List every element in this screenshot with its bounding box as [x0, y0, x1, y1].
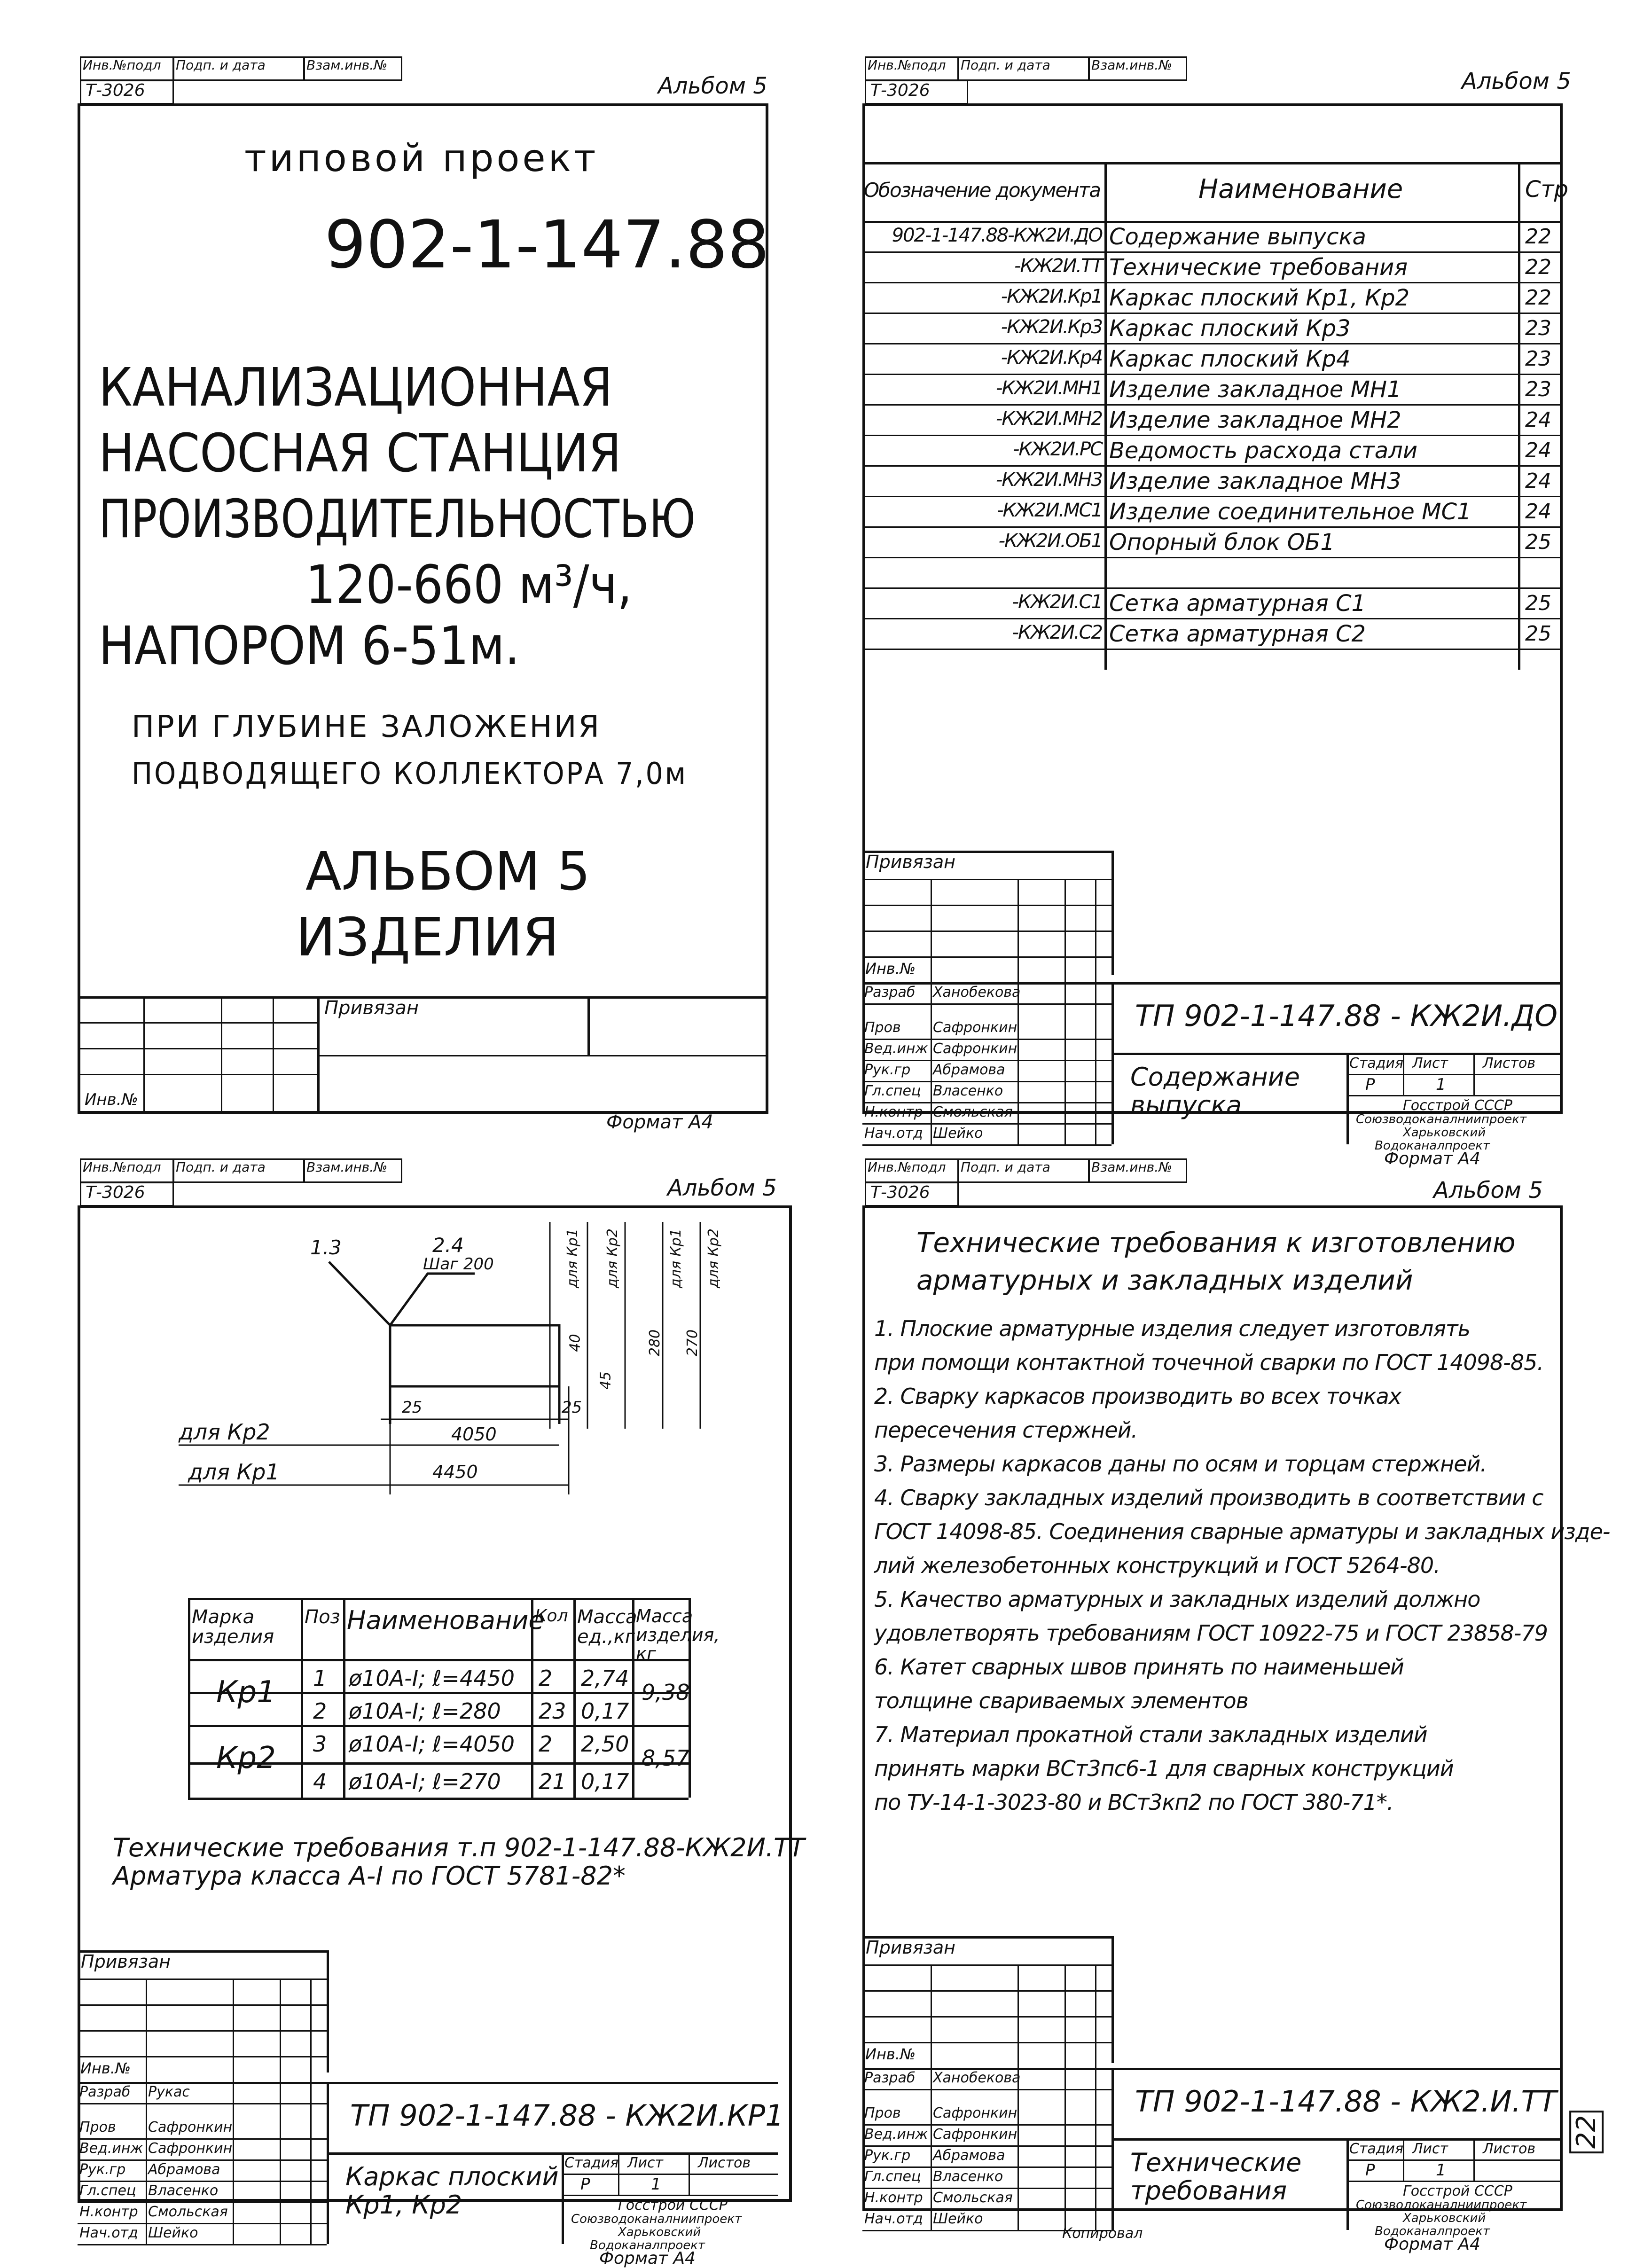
sheet-label: Лист: [1412, 1055, 1448, 1071]
stamp-line: [862, 2124, 1111, 2126]
privyazan-label: Привязан: [324, 997, 419, 1019]
org-name: Союзводоканалниипроект: [1356, 1112, 1527, 1126]
org-name: Харьковский: [618, 2225, 701, 2239]
signer-name: Шейко: [148, 2225, 198, 2241]
note-2: Арматура класса А-I по ГОСТ 5781-82*: [113, 1861, 626, 1891]
stamp-line: [862, 2042, 1111, 2043]
table-line: [188, 1598, 190, 1798]
privyazan-label: Привязан: [866, 852, 955, 872]
stage-value: Р: [580, 2175, 590, 2194]
signer-role: Разраб: [864, 984, 916, 1001]
org-name: Водоканалпроект: [590, 2238, 705, 2252]
row-page: 25: [1525, 530, 1551, 554]
stamp-line: [78, 2223, 327, 2224]
frame-outline: [390, 1325, 559, 1386]
org-name: Харьковский: [1403, 1126, 1486, 1140]
signer-name: Смольская: [933, 2190, 1013, 2206]
row-name: Каркас плоский Кр1, Кр2: [1109, 285, 1410, 311]
signer-name: Шейко: [933, 1125, 983, 1142]
stamp-line: [310, 1979, 312, 2244]
signer-role: Гл.спец: [79, 2182, 136, 2199]
dim-label: 25: [402, 1398, 423, 1417]
kopiroval-label: Копировал: [1062, 2225, 1143, 2242]
requirement-line: удовлетворять требованиям ГОСТ 10922-75 и ГОСТ 23858-79: [874, 1620, 1548, 1646]
mass-cell: 0,17: [581, 1769, 629, 1794]
stamp-line: [689, 2152, 690, 2195]
stamp-line: [78, 2181, 327, 2182]
format-label: Формат А4: [606, 1111, 713, 1133]
row-code: -КЖ2И.Кр3: [1001, 316, 1102, 338]
table-header: Кол: [535, 1606, 568, 1626]
table-header: Марка изделия: [192, 1606, 274, 1648]
cover-number: 902-1-147.88: [324, 207, 770, 283]
dim-label: 4050: [451, 1424, 497, 1445]
requirement-line: толщине свариваемых элементов: [874, 1688, 1248, 1713]
table-header: Поз: [305, 1606, 340, 1628]
stamp-line: [78, 2004, 327, 2006]
stamp-line: [562, 2174, 778, 2175]
row-code: -КЖ2И.МН3: [995, 469, 1102, 491]
album-label: Альбом 5: [658, 73, 767, 99]
signer-name: Абрамова: [933, 2147, 1005, 2164]
stage-value: Р: [1365, 2161, 1375, 2180]
cover-sub-1: ПРИ ГЛУБИНЕ ЗАЛОЖЕНИЯ: [132, 710, 601, 744]
row-name: Опорный блок ОБ1: [1109, 529, 1335, 555]
sheets-label: Листов: [1483, 2141, 1536, 2157]
signer-role: Нач.отд: [79, 2225, 138, 2241]
requirement-line: 3. Размеры каркасов даны по осям и торцам стержней.: [874, 1451, 1487, 1477]
signer-name: Смольская: [933, 1104, 1013, 1120]
cover-sub-2: ПОДВОДЯЩЕГО КОЛЛЕКТОРА 7,0м: [132, 757, 688, 791]
signer-name: Абрамова: [933, 1062, 1005, 1078]
qty-cell: 2: [539, 1731, 553, 1757]
name-cell: ø10А-I; ℓ=270: [349, 1769, 501, 1794]
name-cell: ø10А-I; ℓ=4050: [349, 1731, 515, 1757]
stamp-line: [1346, 2181, 1563, 2182]
table-header: Наименование: [347, 1605, 544, 1635]
mass-cell: 2,74: [581, 1666, 629, 1691]
techreq-title-2: арматурных и закладных изделий: [916, 1264, 1413, 1296]
signer-role: Рук.гр: [864, 1062, 911, 1078]
stamp-line: [862, 2089, 1111, 2090]
stamp-line: [931, 1964, 932, 2230]
row-code: -КЖ2И.МН2: [995, 408, 1102, 430]
total-cell: 8,57: [642, 1745, 690, 1771]
row-code: -КЖ2И.С2: [1012, 622, 1102, 643]
pos-cell: 3: [313, 1731, 327, 1757]
signer-role: Пров: [864, 2105, 901, 2121]
row-code: -КЖ2И.Кр4: [1001, 347, 1102, 368]
stamp-line: [78, 2244, 327, 2245]
side-label: для Кр1: [667, 1228, 684, 1288]
format-label: Формат А4: [1384, 2235, 1481, 2254]
qty-cell: 21: [539, 1769, 566, 1794]
table-line: [301, 1598, 303, 1798]
name-cell: ø10А-I; ℓ=280: [349, 1698, 501, 1724]
stamp-header: Инв.№подл: [83, 57, 161, 73]
table-line: [573, 1598, 576, 1798]
stamp-header: Инв.№подл: [868, 57, 946, 73]
signer-role: Пров: [864, 1019, 901, 1036]
cover-items: ИЗДЕЛИЯ: [296, 907, 559, 968]
requirement-line: по ТУ-14-1-3023-80 и ВСт3кп2 по ГОСТ 380-71*.: [874, 1790, 1393, 1815]
signer-name: Абрамова: [148, 2161, 220, 2178]
dim-label: 25: [562, 1398, 582, 1417]
stage-label: Стадия: [1349, 1055, 1404, 1071]
row-name: Каркас плоский Кр3: [1109, 315, 1351, 342]
stamp-header: Подп. и дата: [961, 57, 1050, 73]
stamp-line: [78, 2202, 327, 2203]
stamp-line: [862, 2188, 1111, 2189]
row-name: Каркас плоский Кр4: [1109, 346, 1351, 372]
doc-code: ТП 902-1-147.88 - КЖ2И.ДО: [1135, 999, 1558, 1033]
row-name: Изделие закладное МН3: [1109, 468, 1401, 494]
stamp-line: [1346, 2159, 1563, 2161]
sheets-label: Листов: [1483, 1055, 1536, 1071]
stamp-header: Инв.№подл: [83, 1159, 161, 1175]
stamp-line: [862, 2145, 1111, 2147]
col-header-code: Обозначение документа: [864, 179, 1100, 202]
signer-name: Сафронкин: [933, 1019, 1018, 1036]
requirement-line: 2. Сварку каркасов производить во всех точках: [874, 1384, 1401, 1409]
table-line: [343, 1598, 345, 1798]
row-page: 25: [1525, 622, 1551, 646]
signer-role: Гл.спец: [864, 1083, 921, 1099]
signer-name: Ханобекова: [933, 2070, 1021, 2086]
row-code: -КЖ2И.МН1: [995, 377, 1102, 399]
requirement-line: пересечения стержней.: [874, 1417, 1138, 1443]
signer-name: Сафронкин: [148, 2140, 233, 2157]
sheet-title-1: Технические: [1130, 2148, 1302, 2177]
mark-label: 1.3: [310, 1236, 342, 1259]
stamp-line: [1473, 2138, 1475, 2181]
requirement-line: при помощи контактной точечной сварки по ГОСТ 14098-85.: [874, 1350, 1544, 1375]
signer-role: Разраб: [864, 2070, 916, 2086]
stamp-line: [78, 2103, 327, 2104]
row-name: Технические требования: [1109, 254, 1408, 281]
stamp-header: Подп. и дата: [961, 1159, 1050, 1175]
signer-role: Разраб: [79, 2084, 131, 2100]
signer-role: Рук.гр: [864, 2147, 911, 2164]
page-number: 22: [1569, 2111, 1604, 2153]
qty-cell: 23: [539, 1698, 566, 1724]
signer-name: Ханобекова: [933, 984, 1021, 1001]
stamp-line: [1064, 1964, 1066, 2230]
org-name: Водоканалпроект: [1375, 2224, 1490, 2238]
signer-name: Смольская: [148, 2204, 228, 2220]
pos-cell: 1: [313, 1666, 327, 1691]
inv-label: Инв.№: [865, 960, 916, 978]
table-header: Масса ед.,кг: [577, 1606, 637, 1648]
requirement-line: принять марки ВСт3пс6-1 для сварных конструкций: [874, 1756, 1454, 1781]
row-code: -КЖ2И.РС: [1012, 438, 1102, 460]
stamp-line: [280, 1979, 281, 2244]
cover-album: АЛЬБОМ 5: [305, 841, 591, 902]
requirement-line: 5. Качество арматурных и закладных изделий должно: [874, 1587, 1480, 1612]
stamp-line: [862, 2166, 1111, 2168]
mark-cell: Кр1: [216, 1675, 276, 1710]
org-name: Союзводоканалниипроект: [571, 2212, 742, 2226]
dim-label: 280: [647, 1329, 664, 1357]
stage-label: Стадия: [1349, 2141, 1404, 2157]
signer-role: Вед.инж: [864, 1040, 928, 1057]
stamp-header: Взам.инв.№: [1091, 57, 1173, 73]
cover-title-5: НАПОРОМ 6-51м.: [99, 616, 520, 677]
signer-role: Н.контр: [864, 1104, 923, 1120]
qty-cell: 2: [539, 1666, 553, 1691]
col-header-page: Стр: [1525, 176, 1568, 203]
org-name: Союзводоканалниипроект: [1356, 2198, 1527, 2212]
stamp-line: [1095, 1964, 1096, 2230]
total-cell: 9,38: [642, 1680, 690, 1705]
sheet-title-1: Каркас плоский: [345, 2162, 559, 2191]
stamp-line: [146, 1979, 147, 2244]
org-gosstroy: Госстрой СССР: [1403, 1097, 1512, 1114]
inv-label: Инв.№: [85, 1090, 138, 1109]
requirement-line: лий железобетонных конструкций и ГОСТ 5264-80.: [874, 1553, 1440, 1578]
mark-label: Шаг 200: [423, 1255, 494, 1274]
signer-name: Сафронкин: [148, 2119, 233, 2135]
album-label: Альбом 5: [1433, 1177, 1543, 1204]
row-page: 25: [1525, 591, 1551, 615]
sheet-label: Лист: [1412, 2141, 1448, 2157]
signer-role: Гл.спец: [864, 2168, 921, 2185]
sheet-title-2: выпуска: [1130, 1090, 1242, 1120]
stamp-line: [78, 2138, 327, 2140]
stamp-header: Инв.№подл: [868, 1159, 946, 1175]
dim-label: 4450: [432, 1462, 478, 1482]
row-page: 23: [1525, 377, 1551, 401]
row-page: 22: [1525, 255, 1551, 279]
stamp-line: [562, 2195, 778, 2196]
row-code: 902-1-147.88-КЖ2И.ДО: [892, 225, 1102, 246]
table-line: [188, 1725, 689, 1727]
dim-label: 40: [567, 1334, 584, 1352]
cover-title-4: 120-660 м³/ч,: [305, 555, 633, 616]
format-label: Формат А4: [599, 2249, 696, 2268]
cover-title-2: НАСОСНАЯ СТАНЦИЯ: [99, 423, 622, 484]
org-name: Харьковский: [1403, 2211, 1486, 2225]
row-code: -КЖ2И.МС1: [997, 500, 1102, 521]
signer-name: Власенко: [933, 1083, 1003, 1099]
row-page: 23: [1525, 316, 1551, 340]
stamp-header: Взам.инв.№: [306, 57, 388, 73]
table-line: [188, 1659, 689, 1661]
len-label: для Кр2: [179, 1419, 270, 1445]
len-label: для Кр1: [188, 1459, 280, 1485]
stage-label: Стадия: [564, 2155, 619, 2171]
signer-role: Пров: [79, 2119, 116, 2135]
mark-label: 2.4: [432, 1234, 464, 1257]
sheets-label: Листов: [698, 2155, 751, 2171]
stamp-header: Взам.инв.№: [1091, 1159, 1173, 1175]
privyazan-label: Привязан: [866, 1937, 955, 1958]
signer-role: Нач.отд: [864, 1125, 923, 1142]
row-name: Сетка арматурная С2: [1109, 621, 1366, 647]
name-cell: ø10А-I; ℓ=4450: [349, 1666, 515, 1691]
requirement-line: 6. Катет сварных швов принять по наименьшей: [874, 1654, 1404, 1680]
row-page: 22: [1525, 286, 1551, 310]
techreq-title-1: Технические требования к изготовлению: [916, 1227, 1516, 1259]
stamp-line: [327, 2082, 329, 2244]
row-page: 24: [1525, 438, 1551, 462]
stamp-header: Взам.инв.№: [306, 1159, 388, 1175]
mass-cell: 2,50: [581, 1731, 629, 1757]
stamp-line: [78, 2056, 327, 2057]
stamp-line: [78, 2030, 327, 2032]
row-name: Ведомость расхода стали: [1109, 438, 1418, 464]
signer-name: Рукас: [148, 2084, 190, 2100]
stamp-line: [327, 1950, 329, 2072]
cover-title-3: ПРОИЗВОДИТЕЛЬНОСТЬЮ: [99, 489, 696, 550]
signer-role: Вед.инж: [864, 2126, 928, 2143]
doc-code: ТП 902-1-147.88 - КЖ2.И.ТТ: [1135, 2084, 1557, 2119]
mark-cell: Кр2: [216, 1741, 276, 1775]
signer-name: Сафронкин: [933, 1040, 1018, 1057]
dim-label: 45: [597, 1371, 614, 1390]
album-label: Альбом 5: [1462, 68, 1571, 94]
signer-name: Власенко: [148, 2182, 219, 2199]
stamp-inv: Т-3026: [86, 81, 145, 100]
row-name: Изделие закладное МН1: [1109, 376, 1401, 403]
stamp-line: [862, 1964, 1111, 1966]
cover-line1: типовой проект: [244, 136, 599, 180]
stamp-line: [1111, 1936, 1114, 2063]
signer-role: Рук.гр: [79, 2161, 126, 2178]
row-code: -КЖ2И.С1: [1012, 591, 1102, 613]
signer-role: Н.контр: [864, 2190, 923, 2206]
side-label: для Кр1: [564, 1228, 581, 1288]
requirement-line: 7. Материал прокатной стали закладных изделий: [874, 1722, 1427, 1747]
stamp-line: [862, 2209, 1111, 2210]
signer-role: Вед.инж: [79, 2140, 143, 2157]
signer-role: Нач.отд: [864, 2211, 923, 2227]
org-gosstroy: Госстрой СССР: [1403, 2183, 1512, 2199]
sheet-value: 1: [651, 2175, 661, 2194]
col-header-name: Наименование: [1198, 174, 1403, 204]
stamp-line: [862, 1990, 1111, 1992]
mass-cell: 0,17: [581, 1698, 629, 1724]
dim-label: 270: [684, 1329, 701, 1357]
stamp-inv: Т-3026: [86, 1183, 145, 1202]
row-page: 23: [1525, 347, 1551, 371]
stamp-line: [78, 1979, 327, 1980]
signer-name: Власенко: [933, 2168, 1003, 2185]
stamp-header: Подп. и дата: [176, 57, 266, 73]
row-name: Изделие закладное МН2: [1109, 407, 1401, 433]
row-code: -КЖ2И.ОБ1: [998, 530, 1102, 552]
row-name: Содержание выпуска: [1109, 224, 1366, 250]
pos-cell: 4: [313, 1769, 327, 1794]
stamp-header: Подп. и дата: [176, 1159, 266, 1175]
doc-code: ТП 902-1-147.88 - КЖ2И.КР1: [350, 2098, 784, 2133]
sheet-title-2: Кр1, Кр2: [345, 2190, 462, 2220]
side-label: для Кр2: [705, 1228, 722, 1288]
stamp-line: [1111, 2068, 1114, 2230]
row-code: -КЖ2И.ТТ: [1014, 255, 1102, 277]
row-code: -КЖ2И.Кр1: [1001, 286, 1102, 307]
stage-value: Р: [1365, 1075, 1375, 1094]
requirement-line: 1. Плоские арматурные изделия следует изготовлять: [874, 1316, 1470, 1341]
stamp-inv: Т-3026: [870, 81, 930, 100]
table-line: [188, 1798, 689, 1800]
signer-name: Сафронкин: [933, 2105, 1018, 2121]
sheet-label: Лист: [627, 2155, 664, 2171]
row-name: Сетка арматурная С1: [1109, 590, 1366, 617]
signer-role: Н.контр: [79, 2204, 138, 2220]
signer-name: Шейко: [933, 2211, 983, 2227]
stamp-line: [78, 2159, 327, 2161]
format-label: Формат А4: [1384, 1149, 1481, 1168]
org-gosstroy: Госстрой СССР: [618, 2197, 728, 2213]
row-page: 24: [1525, 500, 1551, 524]
signer-name: Сафронкин: [933, 2126, 1018, 2143]
row-page: 24: [1525, 469, 1551, 493]
sheet-title-2: требования: [1130, 2176, 1287, 2205]
stamp-inv: Т-3026: [870, 1183, 930, 1202]
sheet-title-1: Содержание: [1130, 1062, 1300, 1092]
stamp-line: [233, 1979, 234, 2244]
row-page: 22: [1525, 225, 1551, 249]
inv-label: Инв.№: [865, 2045, 916, 2063]
sheet-value: 1: [1436, 1075, 1446, 1094]
cover-title-1: КАНАЛИЗАЦИОННАЯ: [99, 357, 613, 418]
privyazan-label: Привязан: [81, 1951, 171, 1972]
sheet-value: 1: [1436, 2161, 1446, 2180]
row-page: 24: [1525, 408, 1551, 432]
inv-label: Инв.№: [80, 2059, 131, 2077]
requirement-line: ГОСТ 14098-85. Соединения сварные арматуры и закладных изде-: [874, 1519, 1610, 1544]
stamp-line: [562, 2152, 564, 2244]
table-header: Масса изделия, кг: [636, 1606, 720, 1664]
requirement-line: 4. Сварку закладных изделий производить в соответствии с: [874, 1485, 1543, 1510]
table-line: [188, 1598, 689, 1600]
album-label: Альбом 5: [667, 1175, 777, 1201]
note-1: Технические требования т.п 902-1-147.88-КЖ2И.ТТ: [113, 1833, 805, 1862]
org-name: Водоканалпроект: [1375, 1139, 1490, 1153]
pos-cell: 2: [313, 1698, 327, 1724]
stamp-line: [1346, 2138, 1349, 2230]
stamp-line: [1018, 1964, 1019, 2230]
side-label: для Кр2: [604, 1228, 621, 1288]
row-name: Изделие соединительное МС1: [1109, 499, 1471, 525]
stamp-line: [862, 2016, 1111, 2018]
